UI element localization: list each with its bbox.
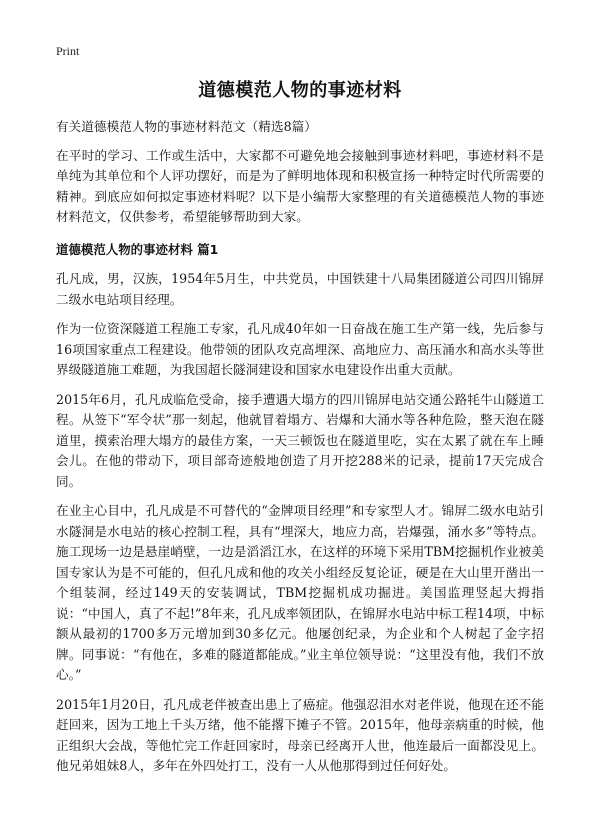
page-title: 道德模范人物的事迹材料: [198, 80, 402, 101]
document-subtitle: 有关道德模范人物的事迹材料范文（精选8篇）: [56, 119, 317, 134]
section-heading: 道德模范人物的事迹材料 篇1: [56, 241, 219, 257]
document-body: [56, 117, 544, 786]
intro-paragraph: 在平时的学习、工作或生活中，大家都不可避免地会接触到事迹材料吧，事迹材料不是单纯为其单位和个人评功摆好，而是为了鲜明地体现和积极宣扬一种特定时代所需要的精神。到底应如何拟定事迹材料呢？以下是小编帮大家整理的有关道德模范人物的事迹材料范文，仅供参考，希望能够帮助到大家。: [56, 147, 544, 224]
paragraph-gold-manager: 在业主心目中，孔凡成是不可替代的“金牌项目经理”和专家型人才。锦屏二级水电站引水隧洞是水电站的核心控制工程，具有“埋深大，地应力高，岩爆强，涌水多”等特点。施工现场一边是悬崖峭壁，一边是滔滔江水，在这样的环境下采用TBM挖掘机作业被美国专家认为是不可能的，但孔凡成和他的攻关小组经反复论证，硬是在大山里开凿出一个组装洞，经过149天的安装调试，TBM挖掘机成功掘进。美国监理竖起大拇指说：“中国人，真了不起!”8年来，孔凡成率领团队，在锦屏水电站中标工程14项，中标额从最初的1700多万元增加到30多亿元。他屡创纪录，为企业和个人树起了金字招牌。同事说：“有他在，多难的隧道都能成。”业主单位领导说：“这里没有他，我们不放心。”: [56, 503, 544, 682]
paragraph-family-sacrifice: 2015年1月20日，孔凡成老伴被查出患上了癌症。他强忍泪水对老伴说，他现在还不能赶回来，因为工地上千头万绪，他不能撂下摊子不管。2015年，他母亲病重的时候，他正组织大会战，等他忙完工作赶回家时，母亲已经离开人世，他连最后一面都没见上。他兄弟姐妹8人，多年在外四处打工，没有一人从他那得到过任何好处。: [56, 696, 544, 773]
print-link[interactable]: Print: [56, 44, 80, 58]
paragraph-tunnel-project: 2015年6月，孔凡成临危受命，接手遭遇大塌方的四川锦屏电站交通公路牦牛山隧道工程。从签下“军令状”那一刻起，他就冒着塌方、岩爆和大涌水等各种危险，整天泡在隧道里，摸索治理大塌方的最佳方案，一天三顿饭也在隧道里吃，实在太累了就在车上睡会儿。在他的带动下，项目部奇迹般地创造了月开挖288米的记录，提前17天完成合同。: [56, 391, 544, 489]
paragraph-career: 作为一位资深隧道工程施工专家，孔凡成40年如一日奋战在施工生产第一线，先后参与16项国家重点工程建设。他带领的团队攻克高埋深、高地应力、高压涌水和高水头等世界级隧道施工难题，为我国超长隧洞建设和国家水电建设作出重大贡献。: [56, 321, 544, 377]
paragraph-profile: 孔凡成，男，汉族，1954年5月生，中共党员，中国铁建十八局集团隧道公司四川锦屏二级水电站项目经理。: [56, 271, 544, 307]
